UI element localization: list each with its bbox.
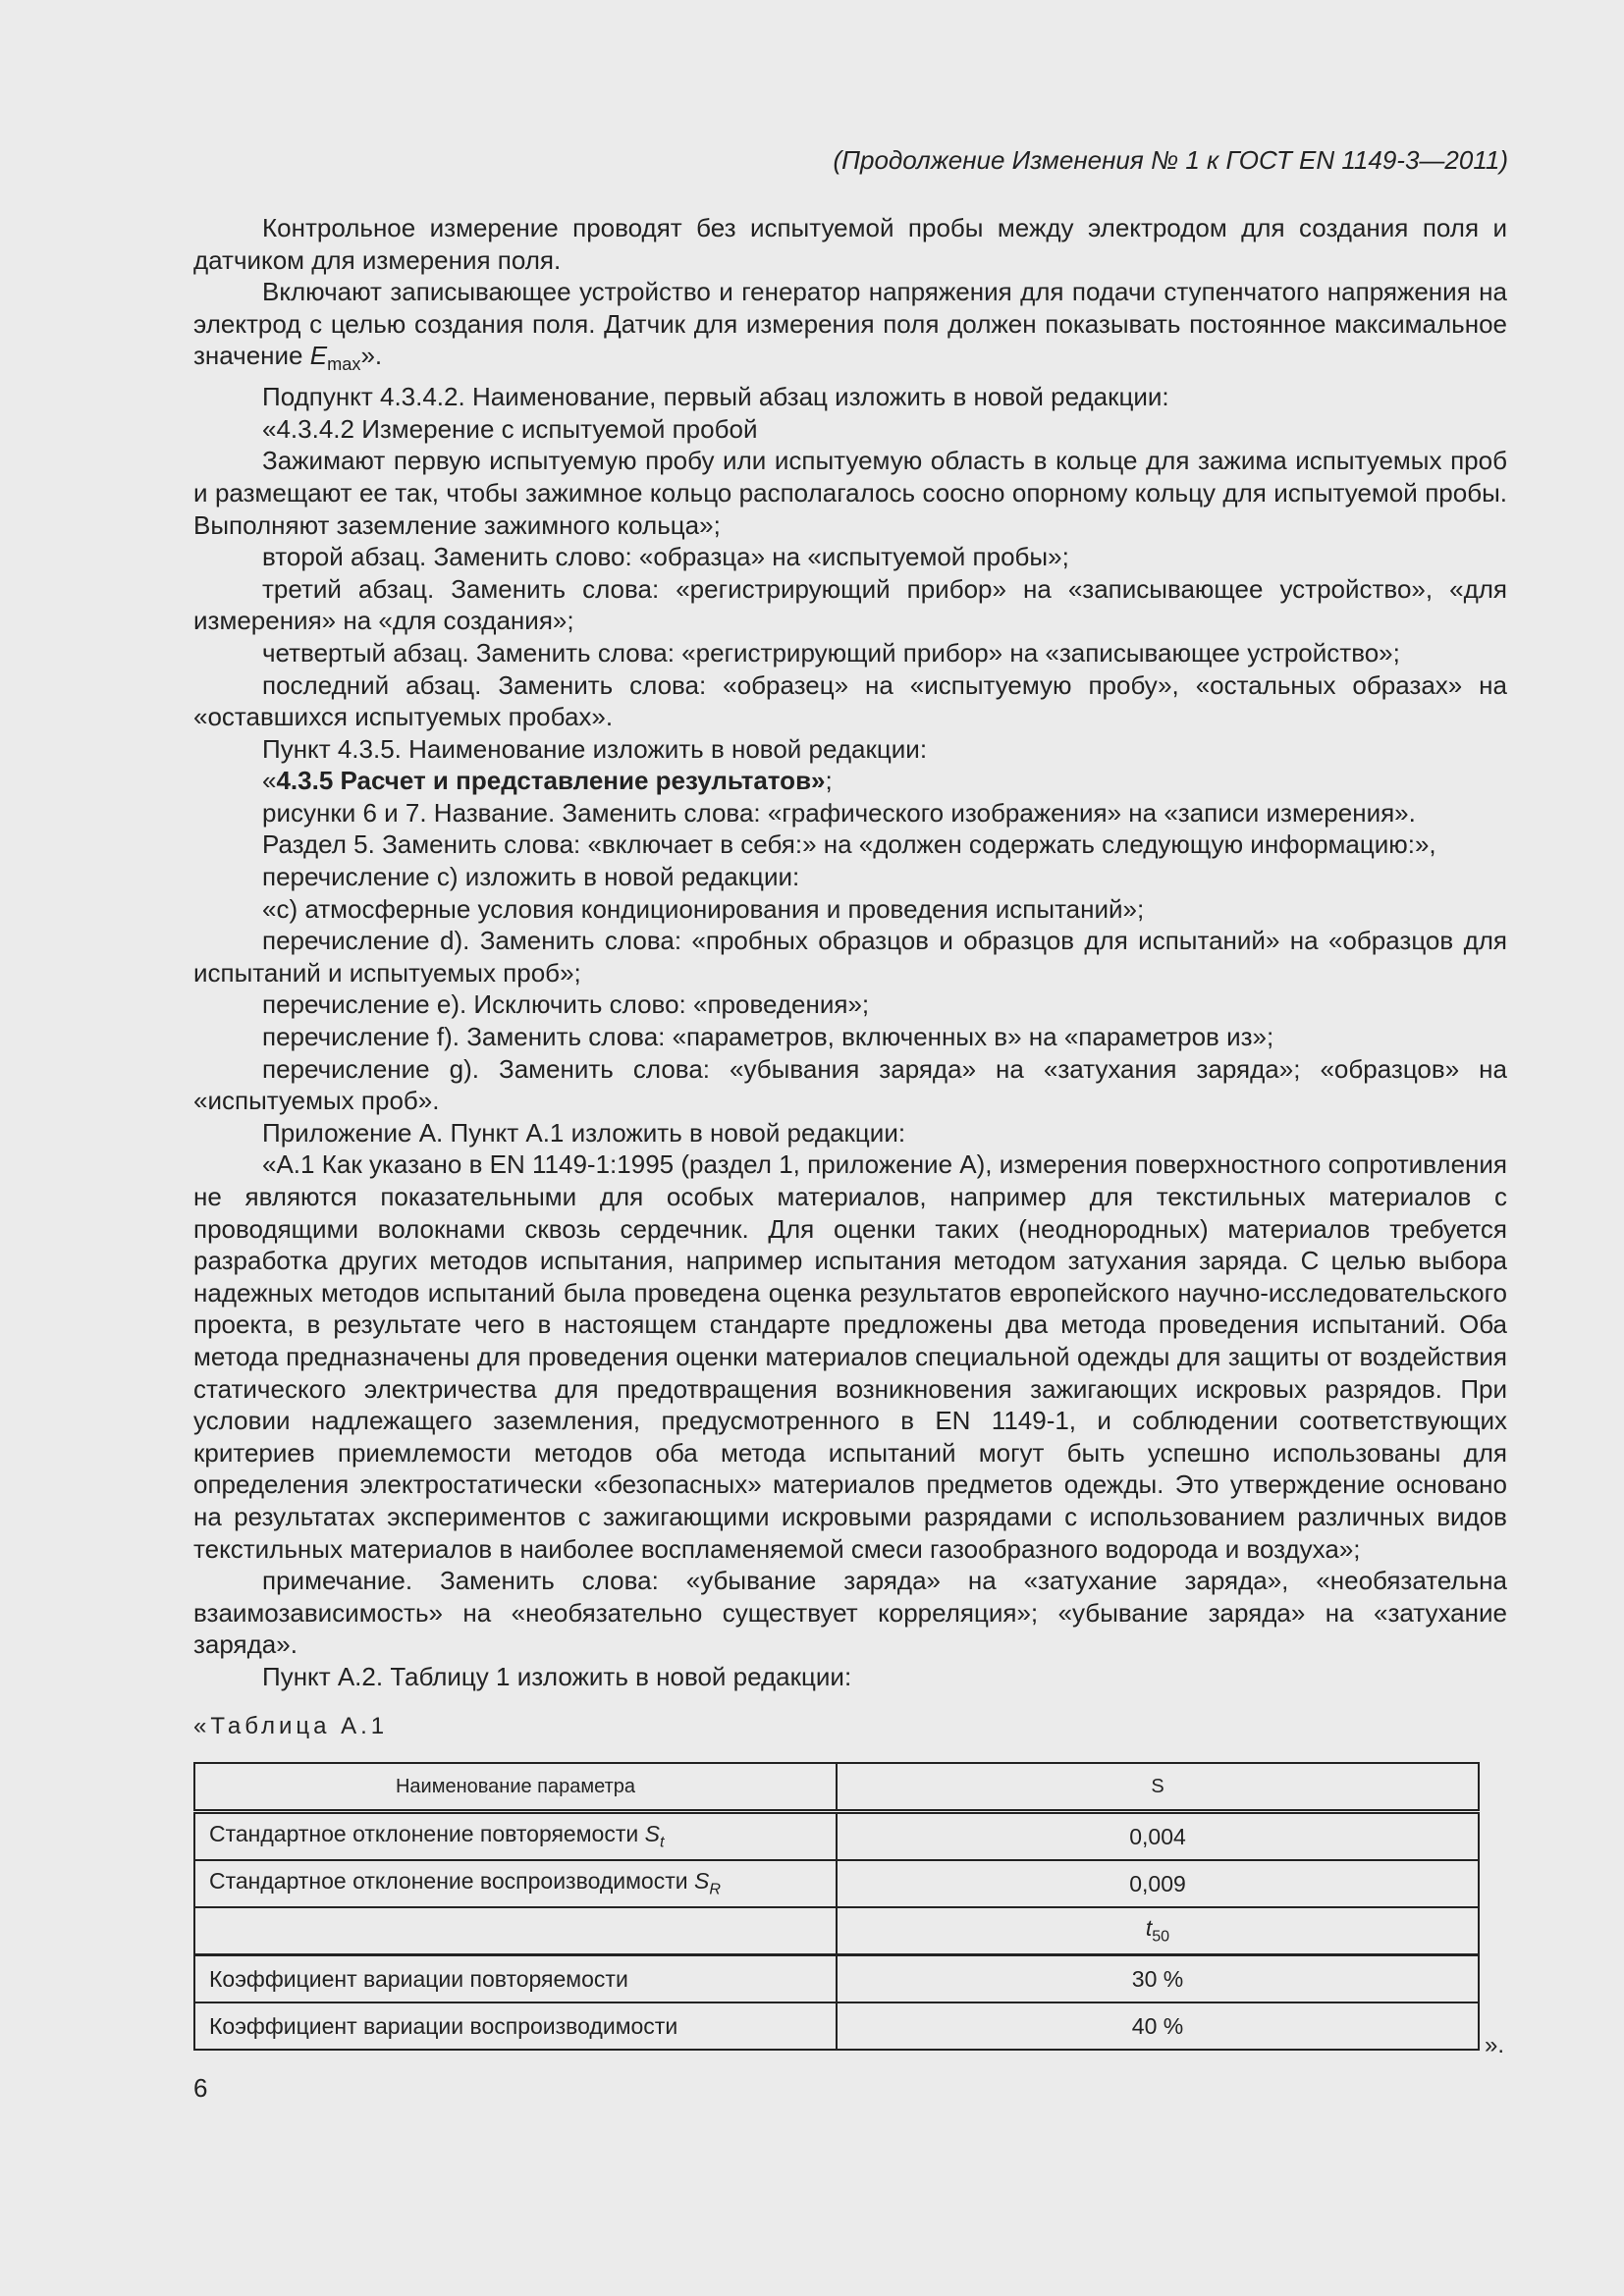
table-cell: $t_{50}$ [837,1907,1479,1955]
column-header: S [837,1763,1479,1812]
table-row [194,1860,1479,1907]
paragraph: «4.3.5 Расчет и представление результатов»; [262,766,833,796]
parameter-table [193,1762,1480,2051]
page-number: 6 [193,2073,208,2103]
column-header: Наименование параметра [194,1763,837,1812]
paragraph: «4.3.4.2 Измерение с испытуемой пробой [262,413,758,444]
table-header-row [194,1763,1479,1812]
paragraph: перечисление с) изложить в новой редакции: [262,862,800,892]
document-header: (Продолжение Изменения № 1 к ГОСТ EN 1149-3—2011) [833,145,1508,175]
table-cell: 0,004 [837,1812,1479,1861]
table-caption: «Таблица А.1 [193,1713,389,1739]
paragraph: третий абзац. Заменить слова: «регистрирующий прибор» на «записывающее устройство», «для измерения» на «для создания»; [193,573,1507,636]
paragraph: «с) атмосферные условия кондиционирования и проведения испытаний»; [262,893,1145,924]
table-cell: 30 % [837,1955,1479,2003]
table-row [194,1812,1479,1861]
table-cell: Стандартное отклонение воспроизводимости $S_R$ [194,1860,837,1907]
paragraph: Раздел 5. Заменить слова: «включает в себя:» на «должен содержать следующую информацию:», [262,829,1436,860]
paragraph: Подпункт 4.3.4.2. Наименование, первый абзац изложить в новой редакции: [262,382,1169,412]
table-cell: Коэффициент вариации повторяемости [194,1955,837,2003]
table-cell [194,1907,837,1955]
table-cell: 40 % [837,2002,1479,2050]
paragraph: Контрольное измерение проводят без испытуемой пробы между электродом для создания поля и датчиком для измерения поля. [193,213,1507,275]
body-text [193,212,1507,1693]
paragraph: перечисление d). Заменить слова: «пробных образцов и образцов для испытаний» на «образцов для испытаний и испытуемых проб»; [193,926,1507,988]
table-cell: Стандартное отклонение повторяемости $S_t$ [194,1812,837,1861]
paragraph: Включают записывающее устройство и генератор напряжения для подачи ступенчатого напряжения на электрод с целью создания поля. Датчик для измерения поля должен показывать постоянное максимальное значение $E_{max}$». [193,277,1507,375]
table-row [194,2002,1479,2050]
table-cell: 0,009 [837,1860,1479,1907]
paragraph: Приложение А. Пункт А.1 изложить в новой редакции: [262,1117,906,1148]
paragraph: примечание. Заменить слова: «убывание заряда» на «затухание заряда», «необязательна взаимозависимость» на «необязательно существует корреляция»; «убывание заряда» на «затухание заряда». [193,1566,1507,1660]
table-closing-quote: ». [1485,2032,1505,2058]
table-row [194,1955,1479,2003]
table-row [194,1907,1479,1955]
table-cell: Коэффициент вариации воспроизводимости [194,2002,837,2050]
paragraph: «А.1 Как указано в EN 1149-1:1995 (раздел 1, приложение А), измерения поверхностного сопротивления не являются показательными для особых материалов, например для текстильных материалов с проводящими волокнами сквозь сердечник. Для оценки таких (неоднородных) материалов требуется разработка других методов испытания, например испытания методом затухания заряда. С целью выбора надежных методов испытаний была проведена оценка результатов европейского научно-исследовательского проекта, в результате чего в настоящем стандарте предложены два метода проведения испытаний. Оба метода предназначены для проведения оценки материалов специальной одежды для защиты от воздействия статического электричества для предотвращения возникновения зажигающих искровых разрядов. При условии надлежащего заземления, предусмотренного в EN 1149-1, и соблюдении соответствующих критериев приемлемости методов оба метода испытаний могут быть успешно использованы для определения электростатически «безопасных» материалов предметов одежды. Это утверждение основано на результатах экспериментов с зажигающими искровыми разрядами с использованием различных видов текстильных материалов в наиболее воспламеняемой смеси газообразного водорода и воздуха»; [193,1149,1507,1564]
paragraph: Пункт А.2. Таблицу 1 изложить в новой редакции: [262,1661,852,1691]
paragraph: перечисление е). Исключить слово: «проведения»; [262,989,870,1020]
paragraph: Пункт 4.3.5. Наименование изложить в новой редакции: [262,733,928,764]
paragraph: перечисление f). Заменить слова: «параметров, включенных в» на «параметров из»; [262,1022,1274,1052]
paragraph: последний абзац. Заменить слова: «образец» на «испытуемую пробу», «остальных образах» на «оставшихся испытуемых пробах». [193,669,1507,732]
paragraph: второй абзац. Заменить слово: «образца» на «испытуемой пробы»; [262,542,1069,572]
paragraph: рисунки 6 и 7. Название. Заменить слова: «графического изображения» на «записи измерения». [262,797,1416,828]
paragraph: четвертый абзац. Заменить слова: «регистрирующий прибор» на «записывающее устройство»; [262,637,1400,667]
paragraph: Зажимают первую испытуемую пробу или испытуемую область в кольце для зажима испытуемых проб и размещают ее так, чтобы зажимное кольцо располагалось соосно опорному кольцу для испытуемой пробы. Выполняют заземление зажимного кольца»; [193,446,1507,540]
paragraph: перечисление g). Заменить слова: «убывания заряда» на «затухания заряда»; «образцов» на «испытуемых проб». [193,1053,1507,1116]
